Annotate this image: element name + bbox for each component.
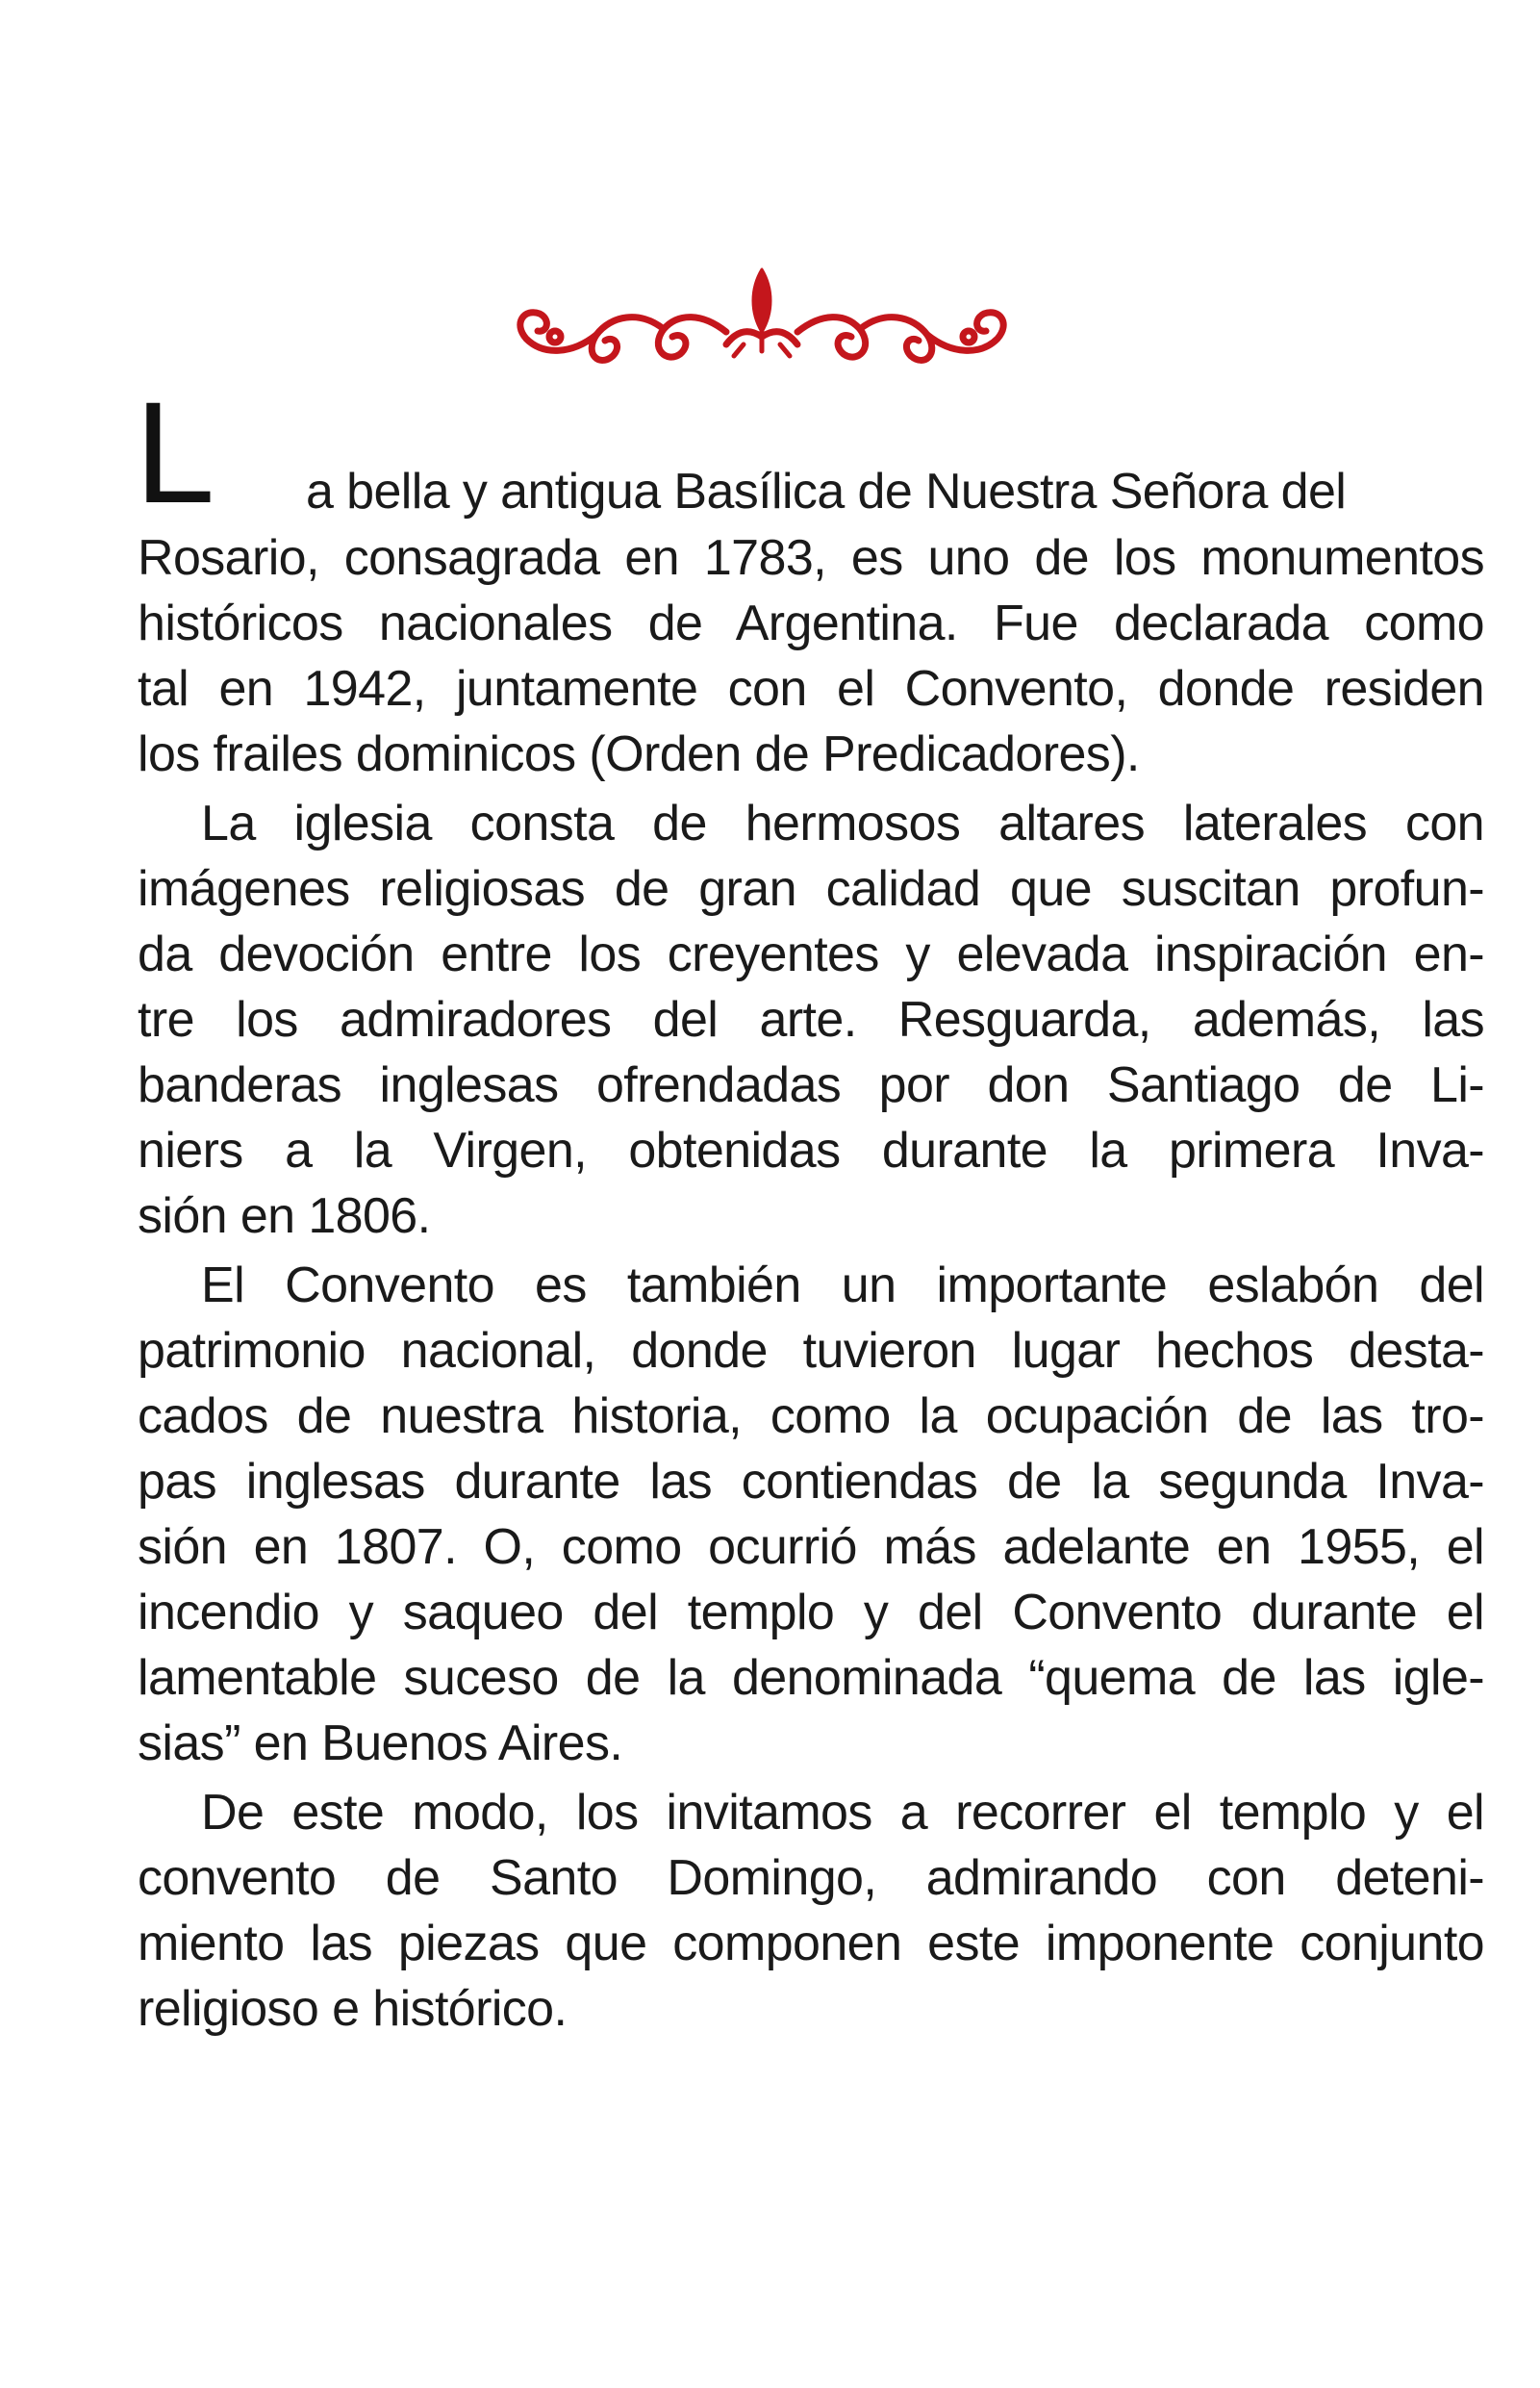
text-line: Rosario, consagrada en 1783, es uno de los monumentos	[138, 530, 1484, 586]
text-line: sias” en Buenos Aires.	[138, 1715, 623, 1771]
text-line: pas inglesas durante las contiendas de la segunda Inva-	[138, 1454, 1484, 1510]
text-line: tal en 1942, juntamente con el Convento, donde residen	[138, 661, 1484, 717]
fleur-de-lis-scroll-ornament-icon	[495, 260, 1029, 380]
text-line: El Convento es también un importante eslabón del	[201, 1258, 1484, 1313]
text-line: lamentable suceso de la denominada “quema de las igle-	[138, 1650, 1484, 1706]
text-line: La iglesia consta de hermosos altares laterales con	[201, 796, 1484, 851]
text-line: tre los admiradores del arte. Resguarda, además, las	[138, 992, 1484, 1048]
text-line: religioso e histórico.	[138, 1981, 568, 2037]
text-line: a bella y antigua Basílica de Nuestra Señora del	[306, 464, 1347, 520]
drop-cap: L	[135, 371, 215, 533]
text-line: sión en 1806.	[138, 1188, 431, 1244]
text-line: De este modo, los invitamos a recorrer el templo y el	[201, 1785, 1484, 1841]
text-line: los frailes dominicos (Orden de Predicadores).	[138, 726, 1140, 782]
text-line: imágenes religiosas de gran calidad que suscitan profun-	[138, 861, 1484, 917]
text-line: incendio y saqueo del templo y del Convento durante el	[138, 1585, 1484, 1640]
text-line: miento las piezas que componen este imponente conjunto	[138, 1916, 1484, 1971]
text-line: sión en 1807. O, como ocurrió más adelante en 1955, el	[138, 1519, 1484, 1575]
text-line: históricos nacionales de Argentina. Fue declarada como	[138, 596, 1484, 651]
ornament-icon	[495, 260, 1029, 380]
text-line: niers a la Virgen, obtenidas durante la primera Inva-	[138, 1123, 1484, 1179]
text-line: convento de Santo Domingo, admirando con deteni-	[138, 1850, 1484, 1906]
text-line: cados de nuestra historia, como la ocupación de las tro-	[138, 1388, 1484, 1444]
text-line: da devoción entre los creyentes y elevada inspiración en-	[138, 927, 1484, 982]
text-line: banderas inglesas ofrendadas por don Santiago de Li-	[138, 1057, 1484, 1113]
text-line: patrimonio nacional, donde tuvieron lugar hechos desta-	[138, 1323, 1484, 1379]
